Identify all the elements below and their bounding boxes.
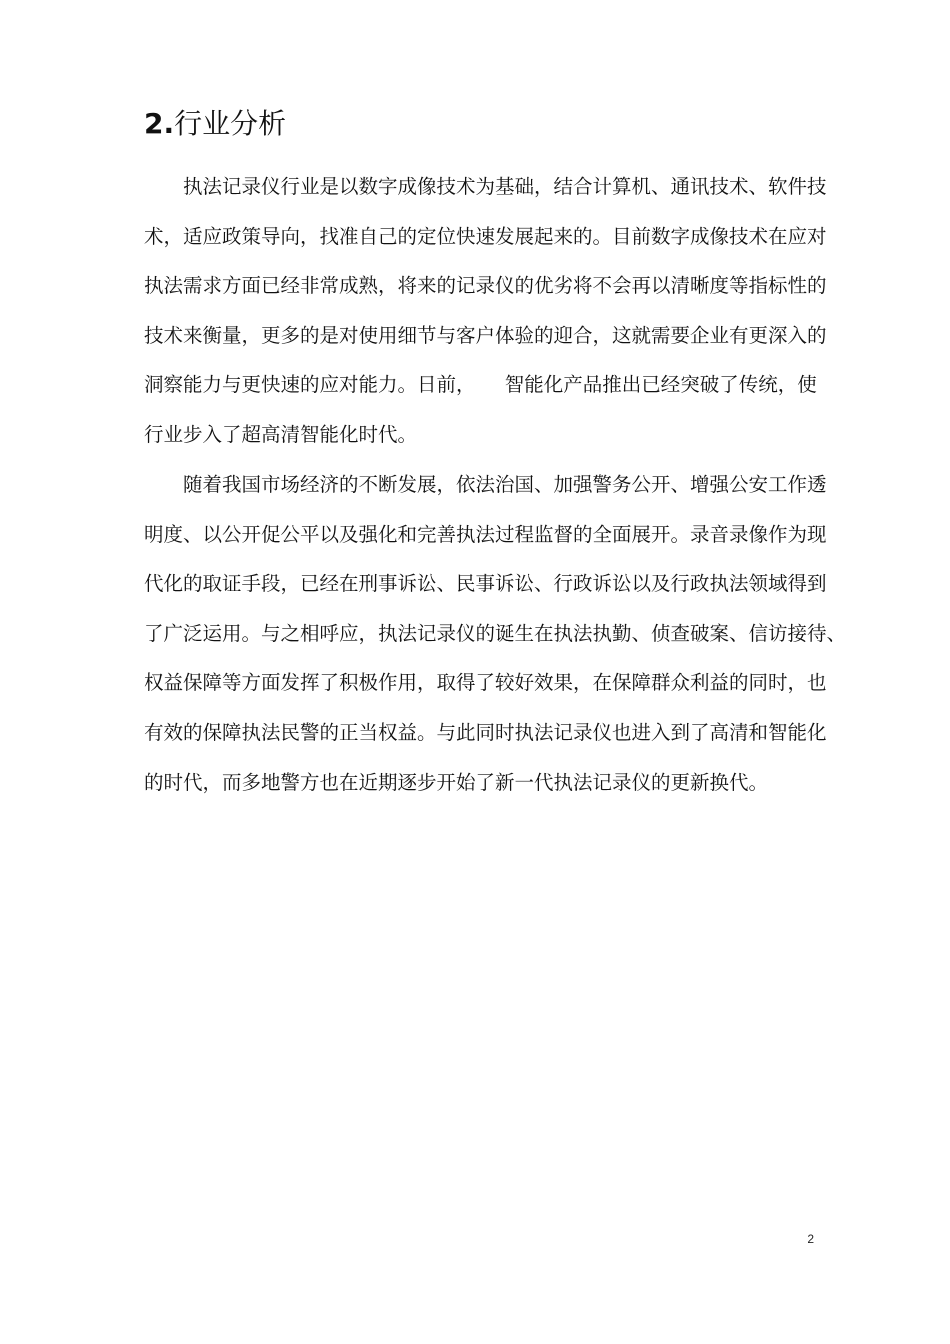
paragraph-line: 技术来衡量，更多的是对使用细节与客户体验的迎合，这就需要企业有更深入的 <box>144 323 827 347</box>
paragraph-line: 随着我国市场经济的不断发展，依法治国、加强警务公开、增强公安工作透 <box>183 473 827 496</box>
page-number: 2 <box>807 1232 814 1246</box>
paragraph-line: 术，适应政策导向，找准自己的定位快速发展起来的。目前数字成像技术在应对 <box>144 224 827 248</box>
paragraph-line: 代化的取证手段，已经在刑事诉讼、民事诉讼、行政诉讼以及行政执法领域得到 <box>144 572 827 596</box>
paragraph-market-development <box>144 460 847 807</box>
paragraph-line: 了广泛运用。与之相呼应，执法记录仪的诞生在执法执勤、侦查破案、信访接待、 <box>144 621 847 645</box>
paragraph-line: 行业步入了超高清智能化时代。 <box>144 422 418 446</box>
section-title: 行业分析 <box>174 107 287 140</box>
section-heading <box>144 104 286 144</box>
paragraph-line: 执法需求方面已经非常成熟，将来的记录仪的优劣将不会再以清晰度等指标性的 <box>144 274 827 298</box>
paragraph-industry-overview <box>144 162 827 460</box>
paragraph-line: 洞察能力与更快速的应对能力。日前， 智能化产品推出已经突破了传统，使 <box>144 373 817 397</box>
paragraph-line: 有效的保障执法民警的正当权益。与此同时执法记录仪也进入到了高清和智能化 <box>144 720 827 744</box>
paragraph-line: 明度、以公开促公平以及强化和完善执法过程监督的全面展开。录音录像作为现 <box>144 522 827 546</box>
paragraph-line: 权益保障等方面发挥了积极作用，取得了较好效果，在保障群众利益的同时，也 <box>144 671 827 695</box>
paragraph-line: 的时代，而多地警方也在近期逐步开始了新一代执法记录仪的更新换代。 <box>144 770 769 794</box>
paragraph-line: 执法记录仪行业是以数字成像技术为基础，结合计算机、通讯技术、软件技 <box>183 175 827 198</box>
section-number: 2. <box>144 107 175 140</box>
